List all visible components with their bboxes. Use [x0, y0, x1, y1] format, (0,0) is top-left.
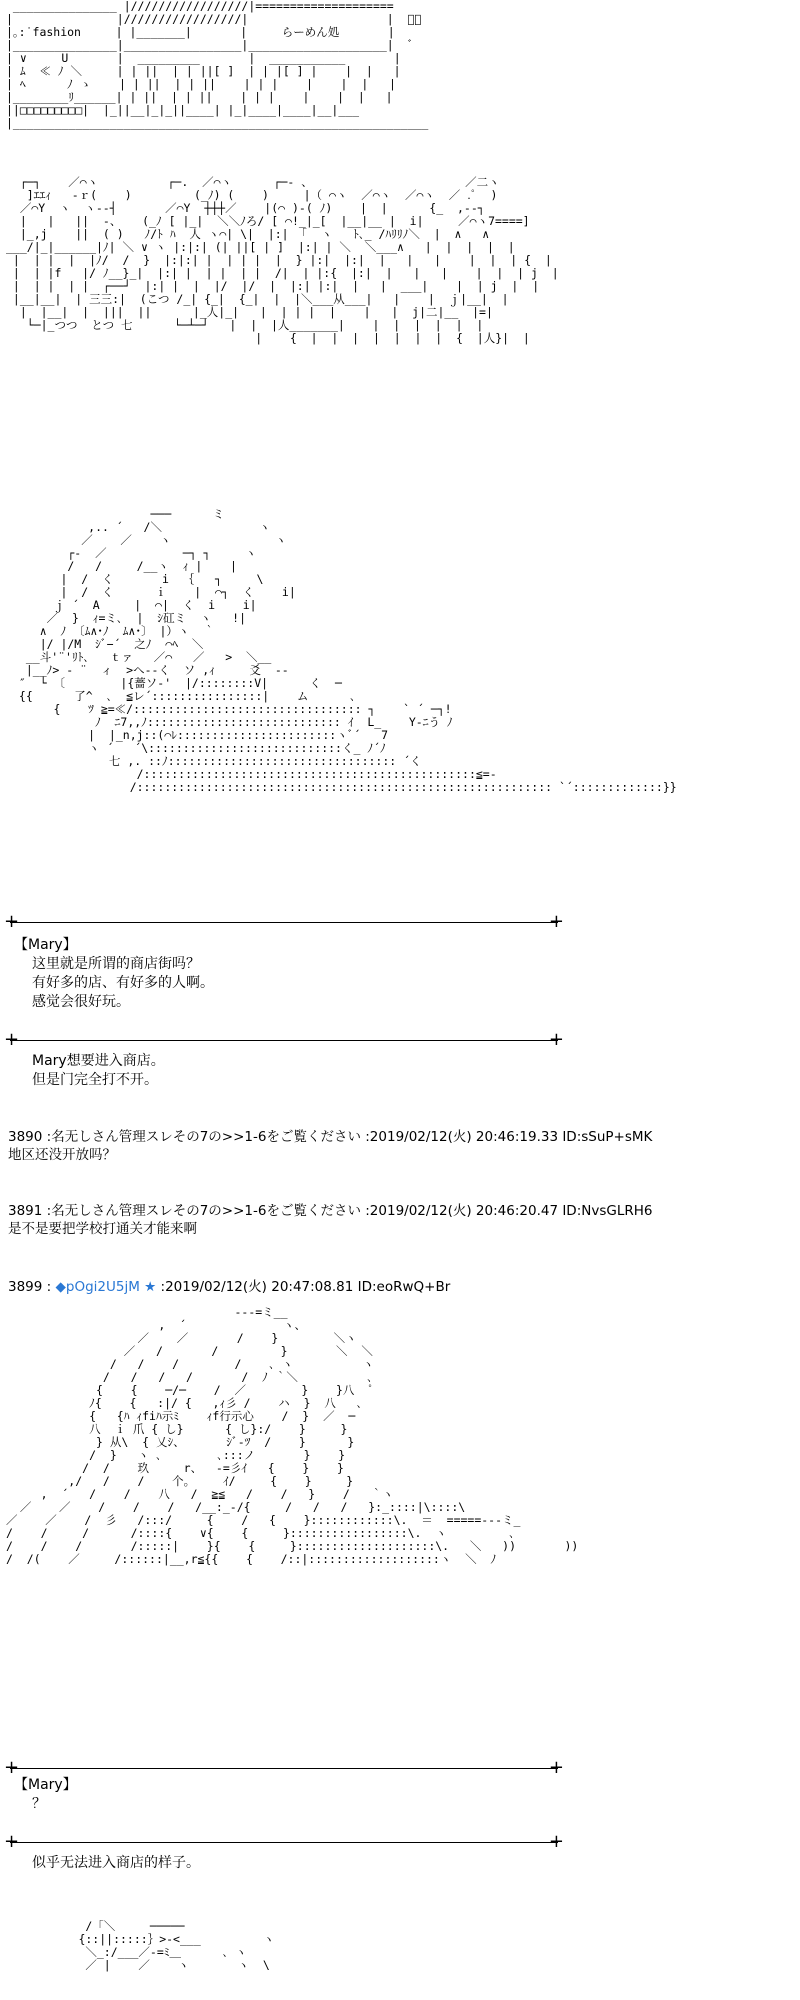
narration-block	[14, 1854, 200, 1873]
post-body: 是不是要把学校打通关才能来啊	[8, 1221, 197, 1237]
separator-plus-right: +	[548, 1757, 564, 1778]
post-body: 地区还没开放吗？	[8, 1147, 116, 1163]
dialogue-line: 有好多的店、有好多的人啊。	[32, 975, 214, 991]
separator-plus-right: +	[548, 1029, 564, 1050]
post-number: 3899 :	[8, 1279, 56, 1295]
dialogue-line: 这里就是所谓的商店街吗？	[32, 956, 200, 972]
separator-plus-left: +	[4, 911, 20, 932]
narration-block	[14, 1052, 165, 1090]
shop-street-art: _______________ |/////////////////|==================== | |/////////////////| | ﾞﾞ |｡:˙fashion | |_______| | らーめん処 | |_______________|_________________|____________________| ﾞ | ∨ U | _________ | ___________ | | ﾑ ≪ ﾉ ＼ | | || | | ||[ ] | | |[ ] | | | | | ﾍ ﾉ ゝ | | || | | || | | | | | | | |________ﾘ______| | || | | || | | | | | | | ||□□□□□□□□□| |_||__|_|_||____| |_|____|____|__|___ |____________________________________________________________	[6, 0, 429, 130]
mary-portrait-art: ─── ミ ,.. ´ /＼ ヽ ／ ／ ヽ ヽ ┌‐ ／ ─┐ ┐ ヽ / / /__ヽ ｨ | | | / く i ｛ ┐ \ | / く ｉ | ⌒┐ く i| ｊ ´ A | ⌒| く i i| ／ } ｨ=ミ､ | ｼ矼ミ ヽ !| ∧ ﾉ 〔ﾑ∧･ﾉ ﾑ∧･〕 |）ヽ ｀ |/ |/M ｼﾞ−´ 之ﾉ ⌒ﾍ ＼ __斗'¨'ﾘﾄ､ ｔァ ／⌒ ／ > ＼__ |__ﾉ> ‐ ¨ ィ >へ‐‐く ソ ,ｨ 爻 ‐‐ ″ └ 〔 |{薔ソ-' |/::::::::V| く ─ {{ 了^ ､ ≦レ´::::::::::::::::| ム ､ { ﾂ ≧=≪/::::::::::::::::::::::::::::::::: ┐ ` ´ ─┐! ﾉ ﾆ7,,ﾉ:::::::::::::::::::::::::::: ｲ L_ Y-ﾆう ﾉ | |_n,j::(⌒ﾚ:::::::::::::::::::::::ヽﾞ´ 7 ヽ ´ ´\::::::::::::::::::::::::::::く_ ﾉ´ﾉ 七 ,. ::ﾉ::::::::::::::::::::::::::::::::: ´く /::::::::::::::::::::::::::::::::::::::::::::::::≦=‐ /:::::::::::::::::::::::::::::::::::::::::::::::::::::::::::: `´:::::::::::::}}	[18, 507, 677, 794]
separator-plus-left: +	[4, 1831, 20, 1852]
speaker-label: 【Mary】	[14, 937, 77, 953]
separator-line	[4, 1831, 564, 1852]
mary-confused-art: ‐‐‐=ミ__ , ´ ヽ、 ／ ／ / } ＼ヽ ／ / / } ＼ ＼ / / / / ､ ヽ ヽ / / / / / ﾉ ｀＼ ､ { { ─/─ / ／ } }八 ﾟ ﾉ{ { :|/ { ,ｨ彡 / ハ } 八 ､ { {ﾊ ｨfiﾊ示ﾐ ｨf行示心 / } ／ ─ 八 ｉ 爪 { し} { し}:/ } } } 从\ { 乂ｼ、 ｼﾞ‐ﾂ / } } / } ヽ ､ ､:::ノ } } / / 玖 r、 ‐=彡ｲ { } } ,/ / / 个。 ｲ/ { } } , ´ / / 八 / ≧≦ / / } / ｀ヽ ／ ／ / / / /__:_-/{ / / / }:_::::|\::::\ ／ ／ / 彡 /:::/ { / { }::::::::::::\. ＝ =====‐‐‐ミ_ / / / /::::{ ∨{ { }:::::::::::::::::\. ヽ ､ / / / /:::::| }{ { }::::::::::::::::::::\. ＼ )) )) / /( ／ /::::::|__,r≦{{ { /::|:::::::::::::::::::ヽ ＼ ﾉ	[6, 1305, 579, 1566]
crowd-art: ┌─┐ ／⌒ヽ ┌─. ／⌒ヽ ┌─‐ 、 ／二ヽ ]ｴｴｨ -ｒ( ) (_ﾉ) ( ) |（ ⌒ヽ ／⌒ヽ ／⌒ヽ ／ .ﾟ ) ／⌒Y ヽ ヽ-‐┤ ／⌒Y ┼┼┼／ |(⌒ )‐( ﾉ) | | {_ ,-‐┐ | | || -、 (_ﾉ [ |_| ＼＼ﾉろ/ [ ⌒!_|_[ |__|__ | i| ／⌒ヽ7====] |_,j || ( ) ﾉ/ﾄ ﾊ 人 ヽ⌒| \| |:| 「 ヽ ﾄ､_ /ﾊﾘﾘﾉ＼ | ∧ ∧ ___/|_|______|ﾉ| ＼ ∨ ヽ |:|:| (| ||[ | ] |:| | ＼ ＼___∧ | | | | | | | | | |ﾉ/ / } |:|:| | | | | | } |:| |:| | | | | | | { | | | |f |/ ﾉ__}_| |:| | | | | | /| | |:{ |:| | | | | | | j | | | | | | ┌──┘ |:| | | |/ |/ | |:| |:| | | ___| | | j | | |__|__| | 三三:| (こつ /_| {_| {_| | |＼___从___| | | ｊ|__| | | |__| | ||| || |_人|_| | | | | | | | j|二|__ |=| └─|_つつ とつ 七 └─┴─┘ | | |人_______| | | | | | | | { | | | | | | | { |人}| |	[6, 175, 559, 345]
separator-line	[4, 1757, 564, 1778]
post-header: 3891 :名无しさん管理スレその7の>>1-6をご覧ください :2019/02/12(火) 20:46:20.47 ID:NvsGLRH6	[8, 1203, 653, 1219]
post-trip-link[interactable]: ◆pOgi2U5jM ★	[55, 1279, 157, 1295]
narration-line: 但是门完全打不开。	[32, 1072, 158, 1088]
separator-plus-right: +	[548, 911, 564, 932]
post-header	[8, 1278, 450, 1296]
narration-line: Mary想要进入商店。	[32, 1053, 165, 1069]
dialogue-block	[14, 936, 214, 1012]
dialogue-block	[14, 1776, 77, 1814]
separator-plus-right: +	[548, 1831, 564, 1852]
post-3891	[8, 1202, 652, 1238]
separator-plus-left: +	[4, 1757, 20, 1778]
post-header: 3890 :名无しさん管理スレその7の>>1-6をご覧ください :2019/02/12(火) 20:46:19.33 ID:sSuP+sMK	[8, 1129, 653, 1145]
narration-line: 似乎无法进入商店的样子。	[32, 1855, 200, 1871]
post-meta: :2019/02/12(火) 20:47:08.81 ID:eoRwQ+Br	[156, 1279, 451, 1295]
speaker-label: 【Mary】	[14, 1777, 77, 1793]
separator-line	[4, 1029, 564, 1050]
separator-line	[4, 911, 564, 932]
dialogue-line: 感觉会很好玩。	[32, 994, 130, 1010]
dialogue-line: ？	[32, 1796, 46, 1812]
partial-character-art: /「＼ ───── {::||:::::｝>‐<___ ヽ ＼_:/___／‐=ﾐ＿ ､ ヽ ／ | ／ ヽ ヽ \	[78, 1919, 275, 1972]
post-3890	[8, 1128, 652, 1164]
separator-plus-left: +	[4, 1029, 20, 1050]
post-3899	[8, 1278, 450, 1296]
